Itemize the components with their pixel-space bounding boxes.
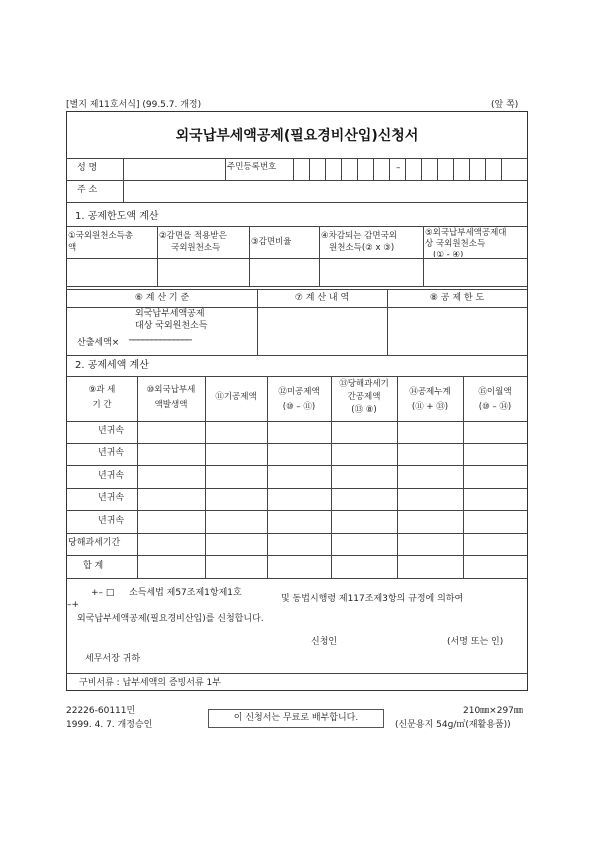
table-row-3[interactable] <box>139 467 525 486</box>
header-period-a: ⑨과 세 <box>88 385 116 395</box>
address-field[interactable] <box>125 182 525 200</box>
col5-label-b: 상 국외원천소득 <box>425 239 486 249</box>
option-marker: +– □ <box>91 588 115 598</box>
field-2[interactable] <box>159 260 247 284</box>
limit-label: ⑧ 공 제 한 도 <box>429 293 485 303</box>
header-period-b: 기 간 <box>92 400 112 410</box>
col3-label: ③감면비율 <box>251 237 292 247</box>
table-row-current[interactable] <box>139 535 525 553</box>
formula-numerator-a: 외국납부세액공제 <box>135 309 205 319</box>
page-side: (앞 쪽) <box>491 100 519 110</box>
header-deducted: ⑪기공제액 <box>215 392 257 402</box>
header-undeducted-b: (⑩ – ⑪) <box>282 402 316 412</box>
header-cumulative-a: ⑭공제누계 <box>409 387 451 397</box>
option-marker-close: –+ <box>67 600 80 610</box>
field-5[interactable] <box>425 260 525 284</box>
law-reference-2: 및 동법시행령 제117조제3항의 규정에 의하여 <box>281 594 464 604</box>
applicant-label: 신청인 <box>311 637 338 647</box>
col4-label-a: ④차감되는 감면국외 <box>321 231 398 241</box>
field-4[interactable] <box>321 260 421 284</box>
table-row-5[interactable] <box>139 512 525 531</box>
header-foreign-tax-b: 액발생액 <box>154 400 188 410</box>
form-number: [별지 제11호서식] (99.5.7. 개정) <box>66 100 202 110</box>
field-3[interactable] <box>251 260 317 284</box>
rrn-dash: – <box>396 163 401 173</box>
header-undeducted-a: ⑫미공제액 <box>278 387 320 397</box>
declaration-text: 외국납부세액공제(필요경비산입)를 신청합니다. <box>77 614 264 624</box>
deduction-limit-field[interactable] <box>389 309 525 353</box>
section2-title: 2. 공제세액 계산 <box>75 360 149 371</box>
col5-label-c: (① - ④) <box>433 251 464 257</box>
law-reference-1: 소득세법 제57조제1항제1호 <box>129 588 242 598</box>
application-form <box>66 111 528 691</box>
header-carryover-b: (⑩ – ⑭) <box>478 402 512 412</box>
table-row-2[interactable] <box>139 445 525 463</box>
name-field[interactable] <box>125 160 223 178</box>
col1-label-b: 액 <box>68 243 77 253</box>
table-row-4[interactable] <box>139 490 525 508</box>
col2-label-a: ②감면을 적용받은 <box>159 231 227 241</box>
table-row-1[interactable] <box>139 423 525 441</box>
formula-fraction-bar: ────────────── <box>129 336 191 346</box>
calc-detail-field[interactable] <box>259 309 385 353</box>
rrn-label: 주민등록번호 <box>227 162 277 172</box>
page-title: 외국납부세액공제(필요경비산입)신청서 <box>175 128 419 144</box>
attachments: 구비서류 : 납부세액의 증빙서류 1부 <box>79 678 221 688</box>
formula-numerator-b: 대상 국외원천소득 <box>135 321 208 331</box>
field-1[interactable] <box>69 260 155 284</box>
free-notice-box <box>208 709 384 728</box>
col5-label-a: ⑤외국납부세액공제대 <box>425 228 507 238</box>
paper-size: 210㎜×297㎜ <box>463 706 523 716</box>
table-row-total[interactable] <box>139 557 525 576</box>
formula-prefix: 산출세액× <box>77 338 120 348</box>
basis-label: ⑥ 계 산 기 준 <box>134 293 190 303</box>
free-notice: 이 신청서는 무료로 배부합니다. <box>233 713 359 723</box>
form-code: 22226-60111민 <box>66 706 136 716</box>
row-label-2: 년귀속 <box>98 448 125 458</box>
paper-type: (신문용지 54g/㎡(재활용품)) <box>395 720 511 730</box>
name-label: 성 명 <box>77 163 98 173</box>
applicant-field[interactable] <box>349 634 445 650</box>
header-cumulative-b: (⑪ + ⑬) <box>411 402 449 412</box>
row-label-3: 년귀속 <box>98 471 125 481</box>
row-label-total: 합 계 <box>83 561 104 571</box>
row-label-1: 년귀속 <box>98 426 125 436</box>
signature-label: (서명 또는 인) <box>447 637 504 647</box>
header-foreign-tax-a: ⑩외국납부세 <box>146 385 196 395</box>
col2-label-b: 국외원천소득 <box>171 243 221 253</box>
section1-title: 1. 공제한도액 계산 <box>75 211 159 222</box>
addressee: 세무서장 귀하 <box>85 654 141 664</box>
col1-label-a: ①국외원천소득총 <box>68 231 134 241</box>
header-current-b: 간공제액 <box>347 392 381 402</box>
col4-label-b: 원천소득(② x ③) <box>329 243 395 253</box>
row-label-4: 년귀속 <box>98 493 125 503</box>
row-label-current: 당해과세기간 <box>68 538 121 548</box>
header-carryover-a: ⑮이월액 <box>478 387 512 397</box>
row-label-5: 년귀속 <box>98 516 125 526</box>
approval-date: 1999. 4. 7. 개정승인 <box>66 720 153 730</box>
address-label: 주 소 <box>77 185 98 195</box>
rrn-field[interactable] <box>295 160 525 178</box>
header-current-a: ⑬당해과세기 <box>339 379 389 389</box>
detail-label: ⑦ 계 산 내 역 <box>294 293 350 303</box>
header-current-c: (⑬ ⑧) <box>351 405 377 415</box>
